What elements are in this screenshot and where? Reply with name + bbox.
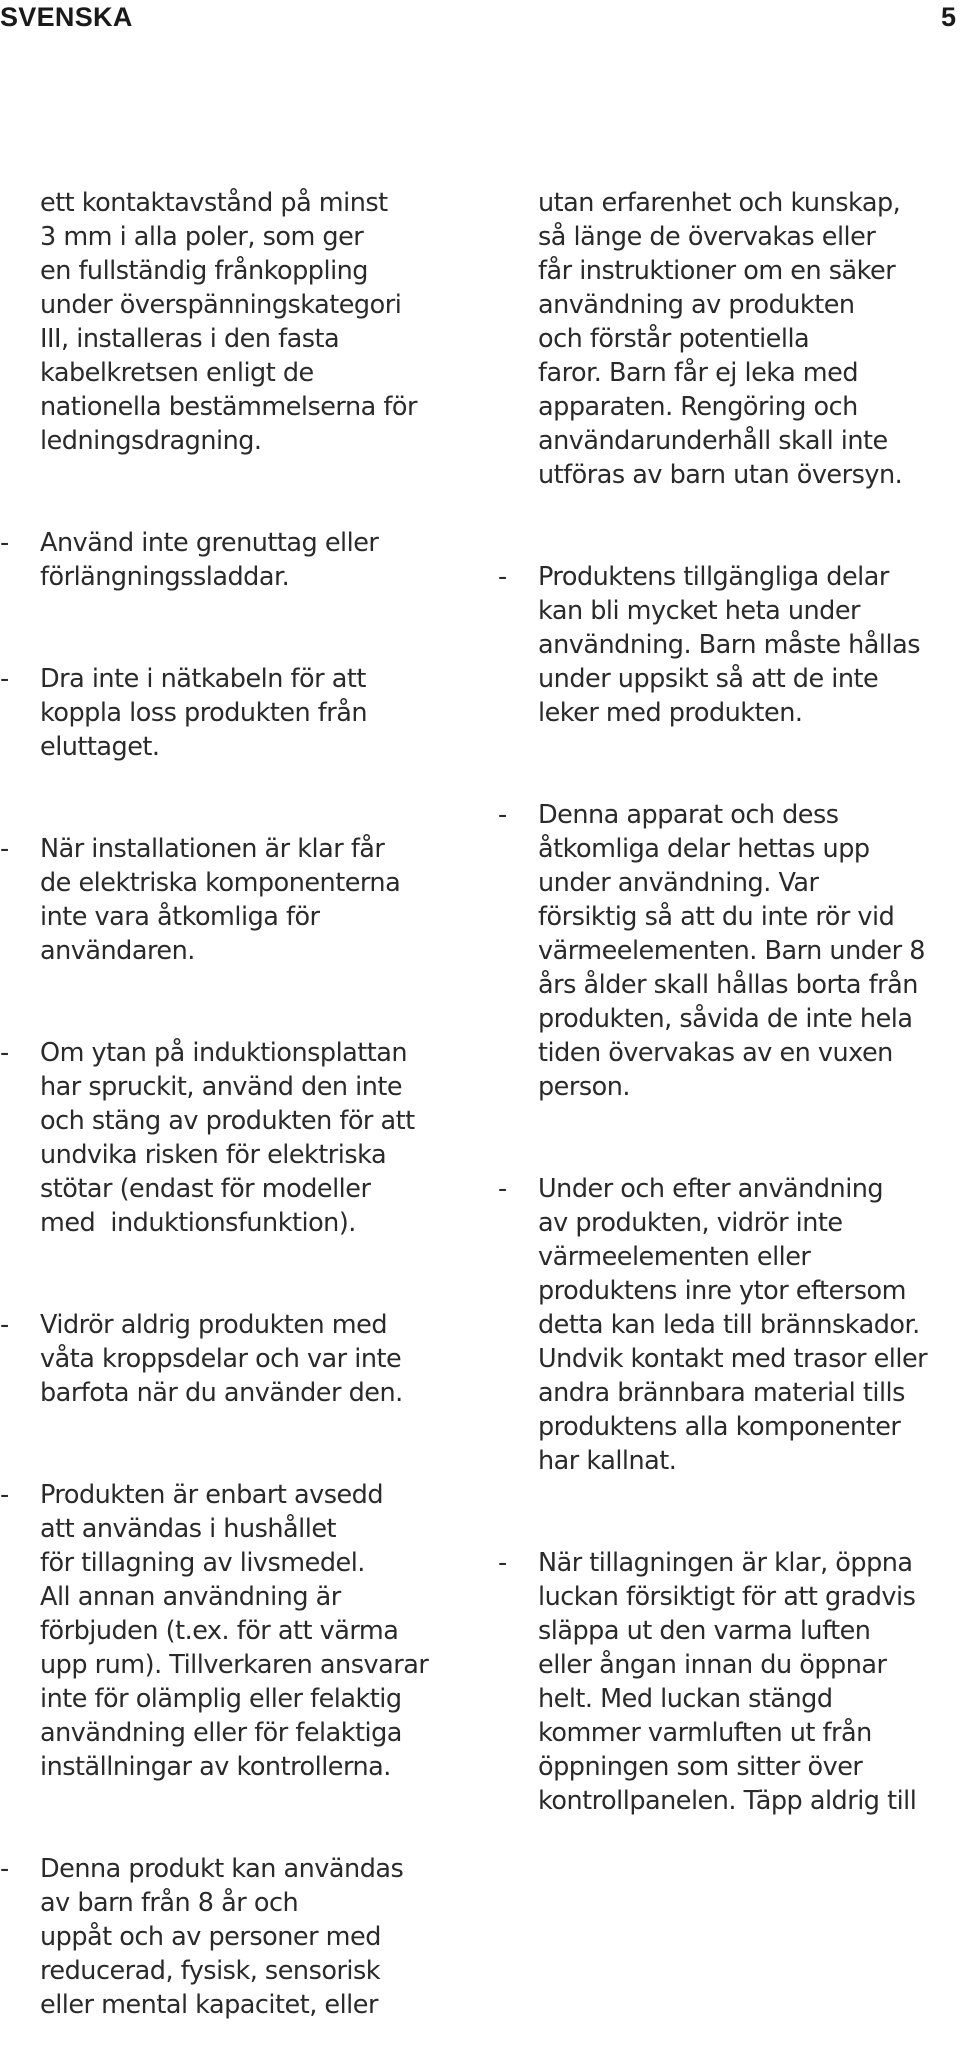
bullet-dash: - (0, 1480, 9, 1510)
bullet-dash: - (0, 834, 9, 864)
bullet-dash: - (498, 800, 507, 830)
list-item (498, 560, 960, 730)
list-item (0, 1036, 470, 1240)
paragraph-text: Vidrör aldrig produkten med våta kroppsdelar och var inte barfota när du använder den. (40, 1310, 403, 1408)
paragraph-text: Denna produkt kan användas av barn från 8 år och uppåt och av personer med reducerad, fysisk, sensorisk eller mental kapacitet, eller (40, 1854, 404, 2020)
paragraph-text: Använd inte grenuttag eller förlängningssladdar. (40, 528, 379, 592)
bullet-dash: - (0, 1310, 9, 1340)
list-item (0, 1478, 470, 1784)
bullet-dash: - (498, 1174, 507, 1204)
paragraph-text: ett kontaktavstånd på minst 3 mm i alla poler, som ger en fullständig frånkoppling under överspänningskategori III, installeras i den fasta kabelkretsen enligt de nationella bestämmelserna för ledningsdragning. (40, 188, 417, 456)
list-item (498, 1172, 960, 1478)
list-item (498, 186, 960, 492)
list-item (0, 1308, 470, 1410)
bullet-dash: - (0, 528, 9, 558)
list-item (0, 186, 470, 458)
list-item (0, 526, 470, 594)
bullet-dash: - (498, 562, 507, 592)
paragraph-text: När installationen är klar får de elektriska komponenterna inte vara åtkomliga för användaren. (40, 834, 401, 966)
bullet-dash (0, 186, 40, 458)
page-number: 5 (940, 2, 956, 32)
list-item (0, 662, 470, 764)
list-item (498, 798, 960, 1104)
paragraph-text: utan erfarenhet och kunskap, så länge de övervakas eller får instruktioner om en säker användning av produkten och förstår potentiella faror. Barn får ej leka med apparaten. Rengöring och användarunderhåll skall inte utföras av barn utan översyn. (538, 188, 903, 490)
right-column (498, 118, 960, 1852)
list-item (0, 1852, 470, 2022)
paragraph-text: Under och efter användning av produkten, vidrör inte värmeelementen eller produktens inre ytor eftersom detta kan leda till brännskador. Undvik kontakt med trasor eller andra brännbara material tills produktens alla komponenter har kallnat. (538, 1174, 928, 1476)
left-column (0, 118, 470, 2056)
paragraph-text: Om ytan på induktionsplattan har spruckit, använd den inte och stäng av produkten för att undvika risken för elektriska stötar (endast för modeller med induktionsfunktion). (40, 1038, 415, 1238)
bullet-dash (498, 186, 538, 492)
bullet-dash: - (0, 1038, 9, 1068)
bullet-dash: - (0, 664, 9, 694)
list-item (0, 832, 470, 968)
list-item (498, 1546, 960, 1818)
section-language-label: SVENSKA (0, 2, 133, 32)
paragraph-text: När tillagningen är klar, öppna luckan försiktigt för att gradvis släppa ut den varma luften eller ångan innan du öppnar helt. Med luckan stängd kommer varmluften ut från öppningen som sitter över kontrollpanelen. Täpp aldrig till (538, 1548, 917, 1816)
bullet-dash: - (0, 1854, 9, 1884)
paragraph-text: Produkten är enbart avsedd att användas i hushållet för tillagning av livsmedel. All annan användning är förbjuden (t.ex. för att värma upp rum). Tillverkaren ansvarar inte för olämplig eller felaktig användning eller för felaktiga inställningar av kontrollerna. (40, 1480, 429, 1782)
paragraph-text: Dra inte i nätkabeln för att koppla loss produkten från eluttaget. (40, 664, 368, 762)
bullet-dash: - (498, 1548, 507, 1578)
paragraph-text: Denna apparat och dess åtkomliga delar hettas upp under användning. Var försiktig så att du inte rör vid värmeelementen. Barn under 8 års ålder skall hållas borta från produkten, såvida de inte hela tiden övervakas av en vuxen person. (538, 800, 925, 1102)
paragraph-text: Produktens tillgängliga delar kan bli mycket heta under användning. Barn måste hållas under uppsikt så att de inte leker med produkten. (538, 562, 920, 728)
